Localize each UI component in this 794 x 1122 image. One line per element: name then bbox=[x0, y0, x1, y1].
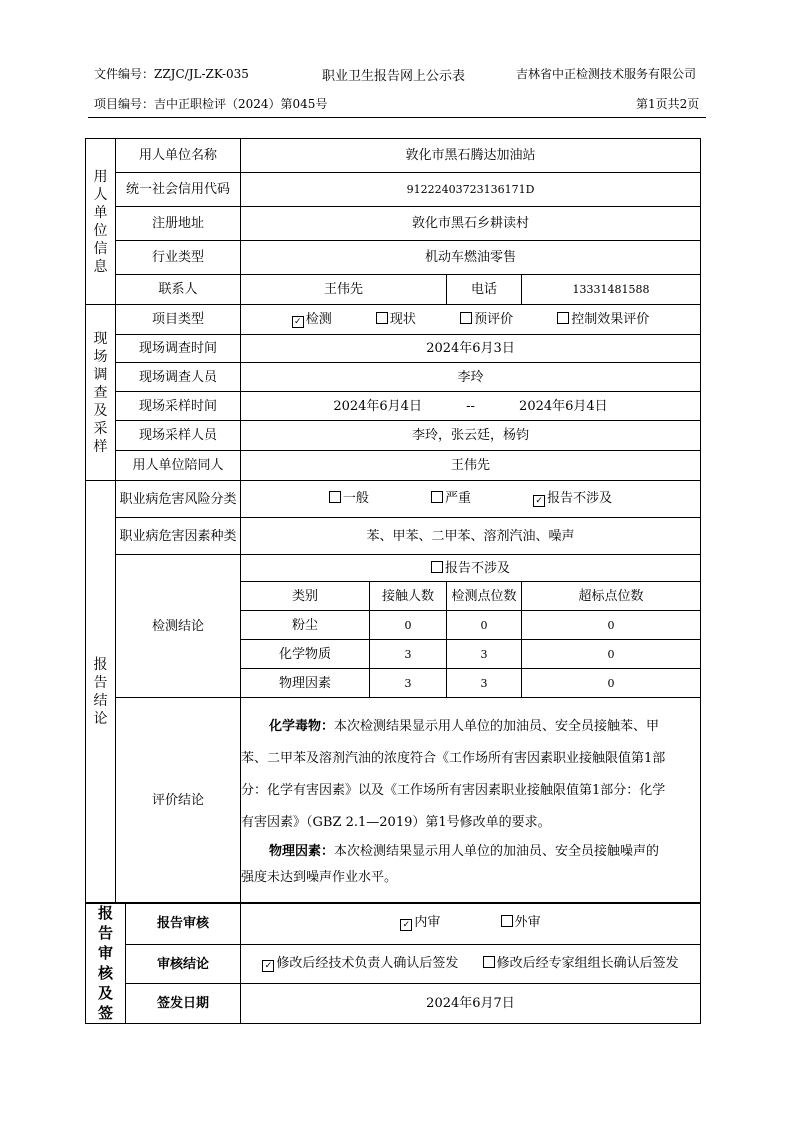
sampling-staff: 李玲，张云廷，杨钧 bbox=[241, 421, 701, 451]
employer-name-label: 用人单位名称 bbox=[116, 139, 241, 173]
survey-staff-label: 现场调查人员 bbox=[116, 363, 241, 392]
address-label: 注册地址 bbox=[116, 207, 241, 241]
industry-label: 行业类型 bbox=[116, 241, 241, 275]
hazard-factor-label: 职业病危害因素种类 bbox=[116, 518, 241, 555]
type-option-status[interactable]: 现状 bbox=[376, 312, 416, 327]
project-type-options bbox=[241, 305, 701, 335]
chem-text: 分：化学有害因素》以及《工作场所有害因素职业接触限值第1部分：化学 bbox=[241, 782, 666, 798]
issue-date: 2024年6月7日 bbox=[241, 984, 701, 1024]
section-report-conclusion: 报 告 结 论 bbox=[86, 481, 116, 904]
checkbox-icon bbox=[329, 491, 341, 503]
project-number: 项目编号：吉中正职检评（2024）第045号 bbox=[94, 97, 328, 111]
review-table bbox=[85, 902, 701, 1024]
sampling-time bbox=[241, 392, 701, 421]
detection-not-involved[interactable]: 报告不涉及 bbox=[241, 555, 701, 582]
audit-option-internal[interactable]: ✓ 内审 bbox=[400, 915, 440, 930]
risk-option-severe[interactable]: 严重 bbox=[431, 491, 471, 506]
checkbox-icon bbox=[483, 956, 495, 968]
company-name: 吉林省中正检测技术服务有限公司 bbox=[516, 67, 697, 81]
hazard-factors: 苯、甲苯、二甲苯、溶剂汽油、噪声 bbox=[241, 518, 701, 555]
project-type-label: 项目类型 bbox=[116, 305, 241, 335]
phys-title: 物理因素： bbox=[269, 843, 335, 859]
row-exposed: 0 bbox=[370, 611, 447, 640]
result-option-expert[interactable]: 修改后经专家组组长确认后签发 bbox=[483, 956, 679, 971]
row-points: 0 bbox=[447, 611, 522, 640]
header-rule bbox=[88, 117, 706, 118]
phys-text: 本次检测结果显示用人单位的加油员、安全员接触噪声的 bbox=[334, 843, 660, 859]
credit-code: 91222403723136171D bbox=[241, 173, 701, 207]
type-option-detect[interactable]: ✓ 检测 bbox=[292, 312, 332, 327]
checkbox-icon bbox=[557, 312, 569, 324]
document-title: 职业卫生报告网上公示表 bbox=[322, 69, 466, 84]
row-points: 3 bbox=[447, 640, 522, 669]
contact-name: 王伟先 bbox=[241, 275, 447, 305]
audit-options bbox=[241, 903, 701, 945]
risk-class-label: 职业病危害风险分类 bbox=[116, 481, 241, 518]
type-option-pre-eval[interactable]: 预评价 bbox=[460, 312, 513, 327]
date-label: 签发日期 bbox=[126, 984, 241, 1024]
row-category: 化学物质 bbox=[241, 640, 370, 669]
col-header-exposed: 接触人数 bbox=[370, 582, 447, 611]
row-exceed: 0 bbox=[522, 669, 701, 698]
audit-option-external[interactable]: 外审 bbox=[501, 915, 541, 930]
chem-title: 化学毒物： bbox=[269, 718, 335, 734]
sampling-start: 2024年6月4日 bbox=[333, 398, 422, 414]
row-exposed: 3 bbox=[370, 640, 447, 669]
contact-label: 联系人 bbox=[116, 275, 241, 305]
result-option-tech[interactable]: ✓ 修改后经技术负责人确认后签发 bbox=[262, 956, 458, 971]
result-label: 审核结论 bbox=[126, 944, 241, 984]
escort-name: 王伟先 bbox=[241, 451, 701, 481]
checkbox-icon bbox=[460, 312, 472, 324]
sampling-staff-label: 现场采样人员 bbox=[116, 421, 241, 451]
chem-text: 本次检测结果显示用人单位的加油员、安全员接触苯、甲 bbox=[334, 718, 660, 734]
col-header-exceed: 超标点位数 bbox=[522, 582, 701, 611]
risk-class-options bbox=[241, 481, 701, 518]
chem-text: 苯、二甲苯及溶剂汽油的浓度符合《工作场所有害因素职业接触限值第1部 bbox=[241, 750, 666, 766]
sampling-end: 2024年6月4日 bbox=[519, 398, 608, 414]
page-info: 第1页共2页 bbox=[636, 97, 700, 111]
row-category: 物理因素 bbox=[241, 669, 370, 698]
section-review-sign: 报 告 审 核 及 签 bbox=[86, 903, 126, 1024]
main-table bbox=[85, 138, 701, 904]
evaluation-text bbox=[241, 698, 701, 904]
escort-label: 用人单位陪同人 bbox=[116, 451, 241, 481]
checkbox-icon bbox=[376, 312, 388, 324]
credit-code-label: 统一社会信用代码 bbox=[116, 173, 241, 207]
checkbox-icon: ✓ bbox=[262, 960, 274, 972]
checkbox-icon bbox=[501, 915, 513, 927]
col-header-points: 检测点位数 bbox=[447, 582, 522, 611]
result-options bbox=[241, 944, 701, 984]
survey-time: 2024年6月3日 bbox=[241, 335, 701, 363]
row-points: 3 bbox=[447, 669, 522, 698]
employer-name: 敦化市黑石腾达加油站 bbox=[241, 139, 701, 173]
sampling-time-label: 现场采样时间 bbox=[116, 392, 241, 421]
row-category: 粉尘 bbox=[241, 611, 370, 640]
section-employer-info: 用 人 单 位 信 息 bbox=[86, 139, 116, 305]
checkbox-icon: ✓ bbox=[533, 495, 545, 507]
checkbox-icon bbox=[431, 561, 443, 573]
phone-label: 电话 bbox=[447, 275, 522, 305]
checkbox-icon: ✓ bbox=[400, 919, 412, 931]
survey-staff: 李玲 bbox=[241, 363, 701, 392]
row-exceed: 0 bbox=[522, 611, 701, 640]
phys-text: 强度未达到噪声作业水平。 bbox=[241, 869, 398, 885]
type-option-control-eval[interactable]: 控制效果评价 bbox=[557, 312, 649, 327]
row-exposed: 3 bbox=[370, 669, 447, 698]
address: 敦化市黑石乡耕读村 bbox=[241, 207, 701, 241]
checkbox-icon bbox=[431, 491, 443, 503]
checkbox-icon: ✓ bbox=[292, 316, 304, 328]
file-number: 文件编号：ZZJC/JL-ZK-035 bbox=[94, 67, 249, 81]
sampling-separator: -- bbox=[466, 398, 475, 414]
industry: 机动车燃油零售 bbox=[241, 241, 701, 275]
chem-text: 有害因素》（GBZ 2.1—2019）第1号修改单的要求。 bbox=[241, 814, 551, 830]
audit-label: 报告审核 bbox=[126, 903, 241, 945]
evaluation-conclusion-label: 评价结论 bbox=[116, 698, 241, 904]
risk-option-not-involved[interactable]: ✓ 报告不涉及 bbox=[533, 491, 612, 506]
risk-option-general[interactable]: 一般 bbox=[329, 491, 369, 506]
section-site-survey: 现 场 调 查 及 采 样 bbox=[86, 305, 116, 481]
col-header-category: 类别 bbox=[241, 582, 370, 611]
survey-time-label: 现场调查时间 bbox=[116, 335, 241, 363]
detection-conclusion-label: 检测结论 bbox=[116, 555, 241, 698]
row-exceed: 0 bbox=[522, 640, 701, 669]
phone-number: 13331481588 bbox=[522, 275, 701, 305]
